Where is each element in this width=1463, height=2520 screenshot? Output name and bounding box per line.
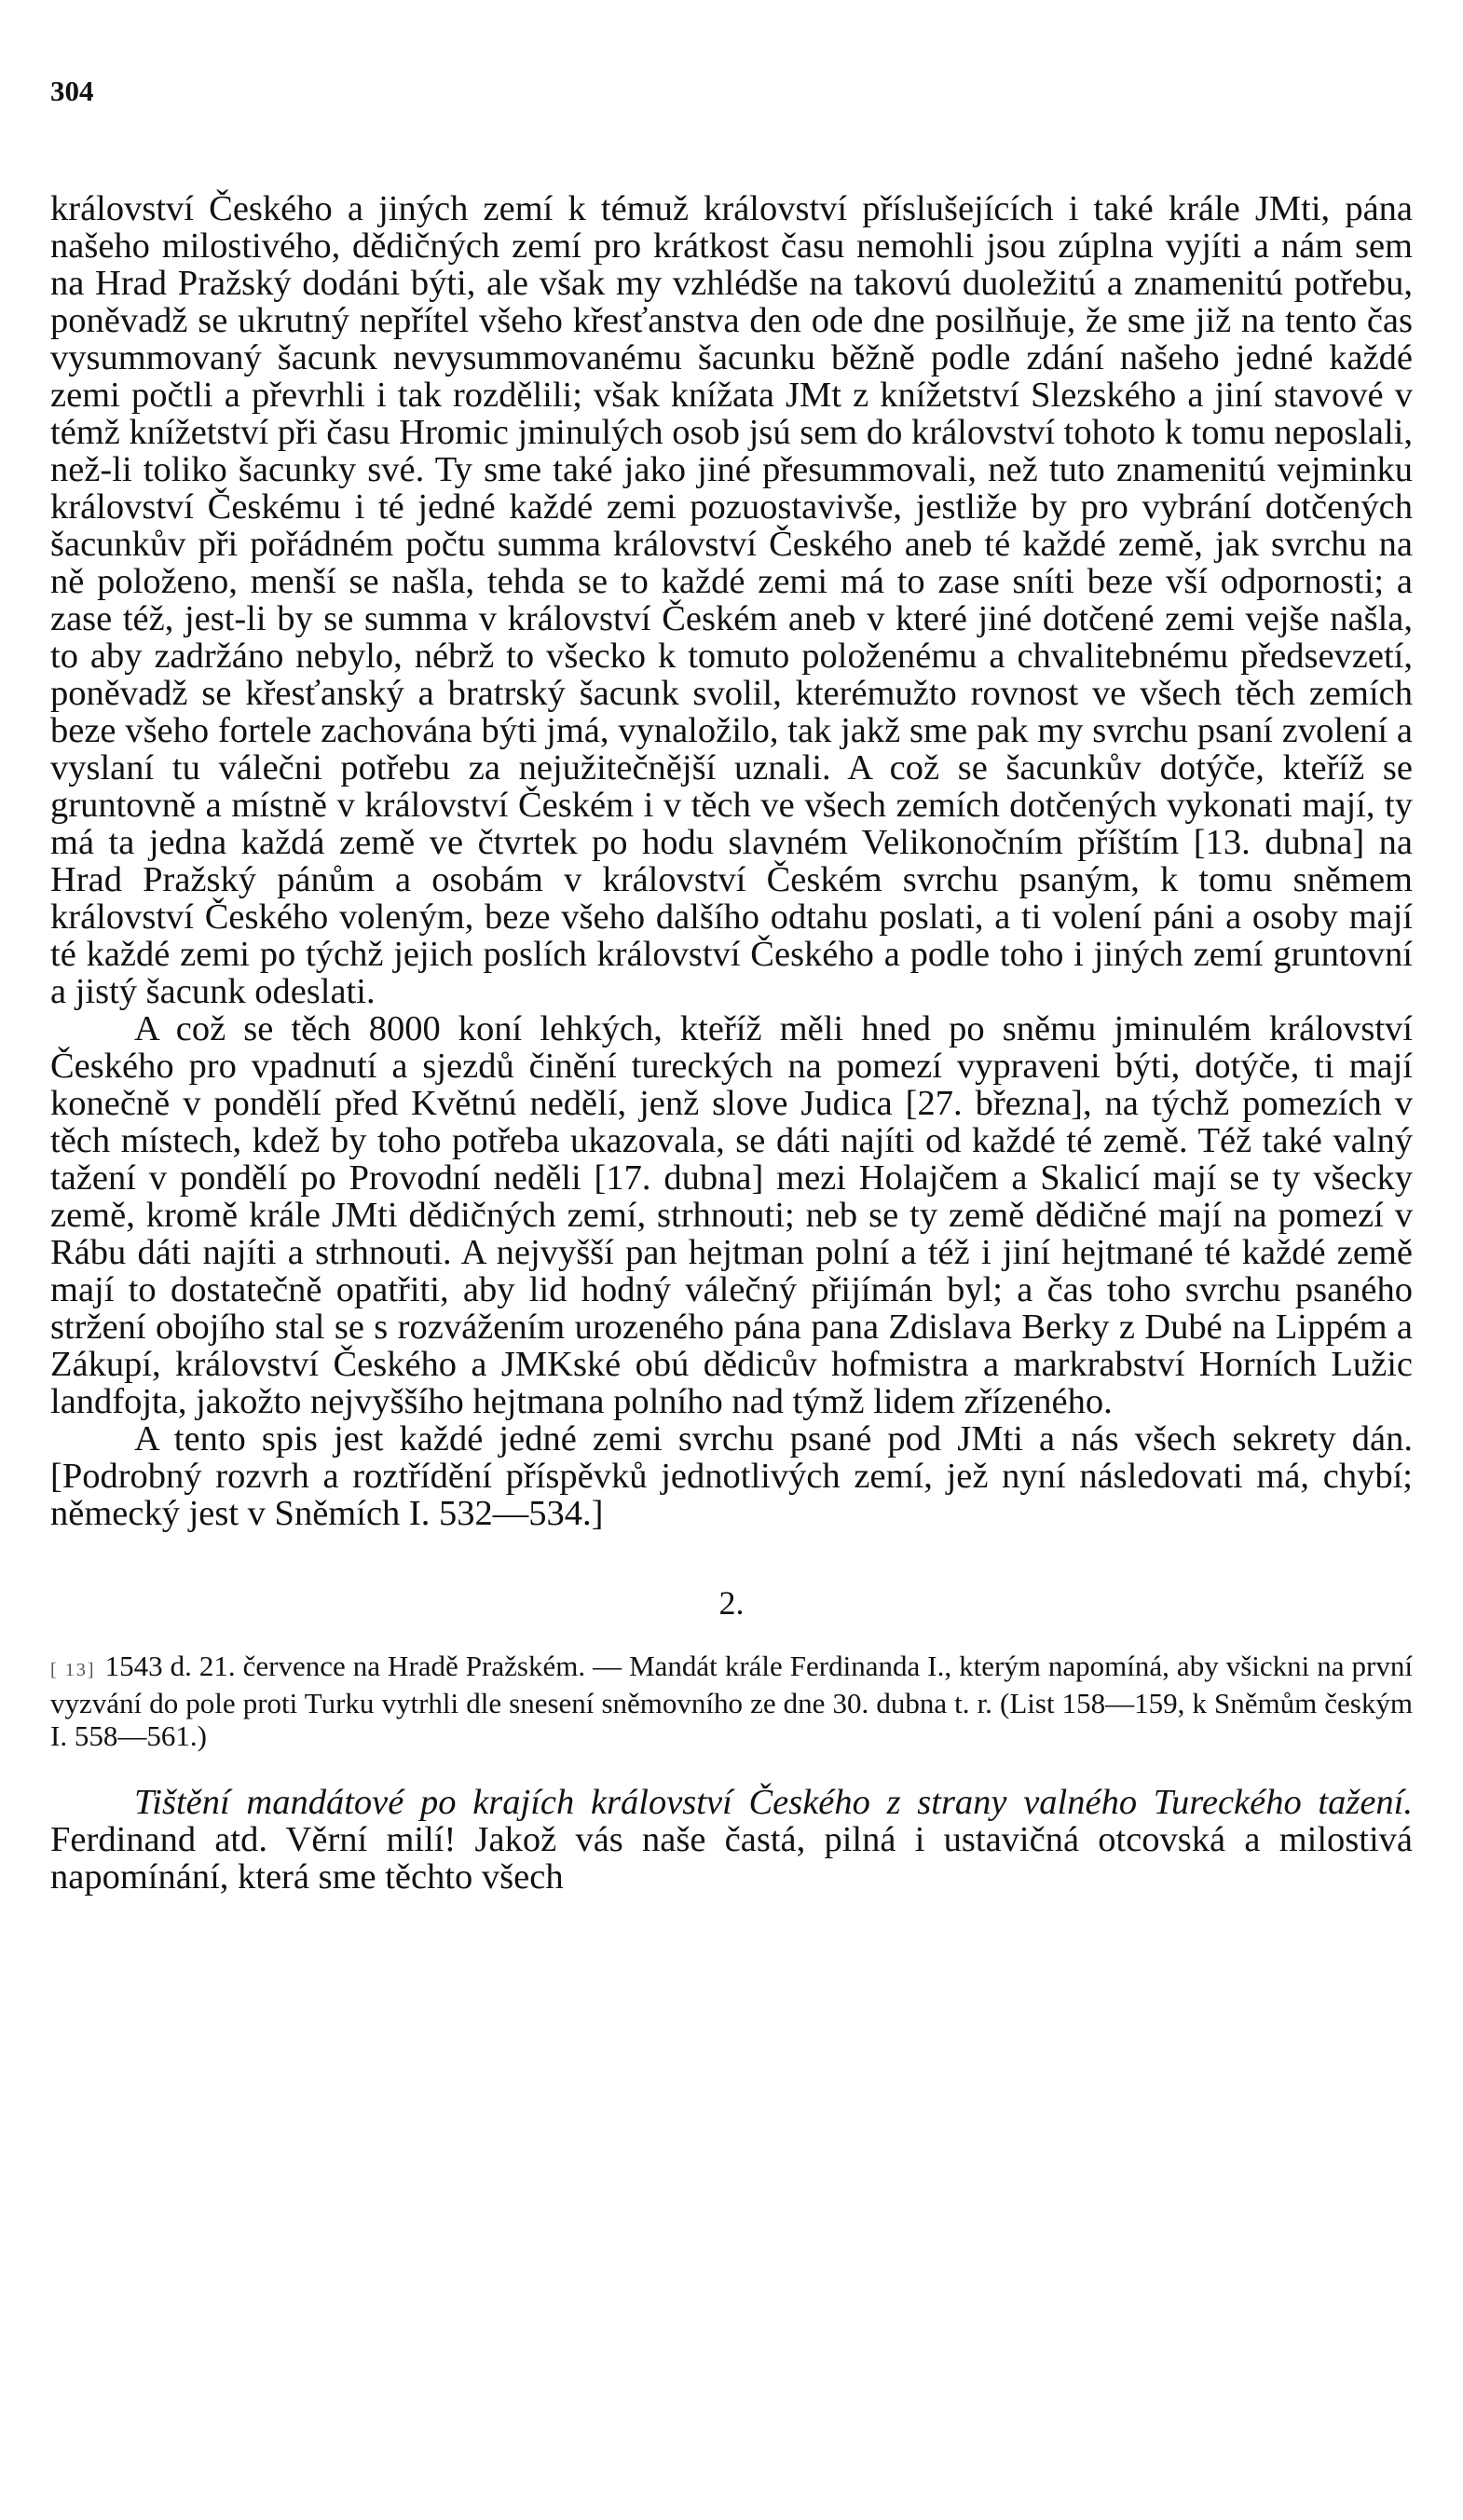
regest (50, 1650, 1413, 1752)
paragraph: A což se těch 8000 koní lehkých, kteříž měli hned po sněmu jminulém království Českého pro vpadnutí a sjezdů činění tureckých na pomezí vypraveni býti, dotýče, ti mají konečně v pondělí před Květnú nedělí, jenž slove Judica [27. března], na týchž pomezích v těch místech, kdež by toho potřeba ukazovala, se dáti najíti od každé té země. Též také valný tažení v pondělí po Provodní neděli [17. dubna] mezi Holajčem a Skalicí mají se ty všecky země, kromě krále JMti dědičných zemí, strhnouti; neb se ty země dědičné mají na pomezí v Rábu dáti najíti a strhnouti. A nejvyšší pan hejtman polní a též i jiní hejtmané té každé země mají to dostatečně opatřiti, aby lid hodný válečný přijímán byl; a čas toho svrchu psaného stržení obojího stal se s rozvážením urozeného pána pana Zdislava Berky z Dubé na Lippém a Zákupí, království Českého a JMKské obú dědicův hofmistra a markrabství Horních Lužic landfojta, jakožto nejvyššího hejtmana polního nad týmž lidem zřízeného. (50, 1009, 1413, 1421)
document-text (50, 1784, 1413, 1896)
paragraph: A tento spis jest každé jedné zemi svrchu psané pod JMti a nás všech sekrety dán. [Podrobný rozvrh a roztřídění příspěvků jednotlivých zemí, jež nyní následovati má, chybí; německý jest v Sněmích I. 532—534.] (50, 1419, 1413, 1533)
regest-mark: [ 13] (50, 1660, 96, 1680)
page (50, 75, 1413, 1896)
paragraph: království Českého a jiných zemí k témuž království příslušejících i také krále JMti, pána našeho milostivého, dědičných zemí pro krátkost času nemohli jsou zúplna vyjíti a nám sem na Hrad Pražský dodáni býti, ale však my vzhlédše na takovú duoležitú a znamenitú potřebu, poněvadž se ukrutný nepřítel všeho křesťanstva den ode dne posilňuje, že sme již na tento čas vysummovaný šacunk nevysummovanému šacunku běžně podle zdání našeho jedné každé zemi počtli a převrhli i tak rozdělili; však knížata JMt z knížetství Slezského a jiní stavové v témž knížetství při času Hromic jminulých osob jsú sem do království tohoto k tomu neposlali, než-li toliko šacunky své. Ty sme také jako jiné přesummovali, než tuto znamenitú vejminku království Českému i té jedné každé zemi pozuostavivše, jestliže by pro vybrání dotčených šacunkův při pořádném počtu summa království Českého aneb té každé země, jak svrchu na ně položeno, menší se našla, tehda se to každé zemi má to zase sníti beze vší odpornosti; a zase též, jest-li by se summa v království Českém aneb v které jiné dotčené zemi vejše našla, to aby zadržáno nebylo, nébrž to všecko k tomuto položenému a chvalitebnému předsevzetí, poněvadž se křesťanský a bratrský šacunk svolil, kterémužto rovnost ve všech těch zemích beze všeho fortele zachována býti jmá, vynaložilo, tak jakž sme pak my svrchu psaní zvolení a vyslaní tu válečni potřebu za nejužitečnější uznali. A což se šacunkův dotýče, kteříž se gruntovně a místně v království Českém i v těch ve všech zemích dotčených vykonati mají, ty má ta jedna každá země ve čtvrtek po hodu slavném Velikonočním příštím [13. dubna] na Hrad Pražský pánům a osobám v království Českém svrchu psaným, k tomu sněmem království Českého voleným, beze všeho dalšího odtahu poslati, a ti volení páni a osoby mají té každé zemi po týchž jejich poslích království Českého a podle toho i jiných zemí gruntovní a jistý šacunk odeslati. (50, 189, 1413, 1011)
document-body: Ferdinand atd. Věrní milí! Jakož vás naše častá, pilná i ustavičná otcovská a milostivá napomínání, která sme těchto všech (50, 1820, 1413, 1897)
regest-text: 1543 d. 21. července na Hradě Pražském. — Mandát krále Ferdinanda I., kterým napomíná, aby všickni na první vyzvání do pole proti Turku vytrhli dle snesení sněmovního ze dne 30. dubna t. r. (List 158—159, k Sněmům českým I. 558—561.) (50, 1650, 1413, 1752)
section-number: 2. (718, 1584, 745, 1622)
main-text (50, 190, 1413, 1532)
page-number: 304 (50, 75, 94, 107)
document-title: Tištění mandátové po krajích království Českého z strany valného Tureckého tažení. (134, 1783, 1413, 1822)
